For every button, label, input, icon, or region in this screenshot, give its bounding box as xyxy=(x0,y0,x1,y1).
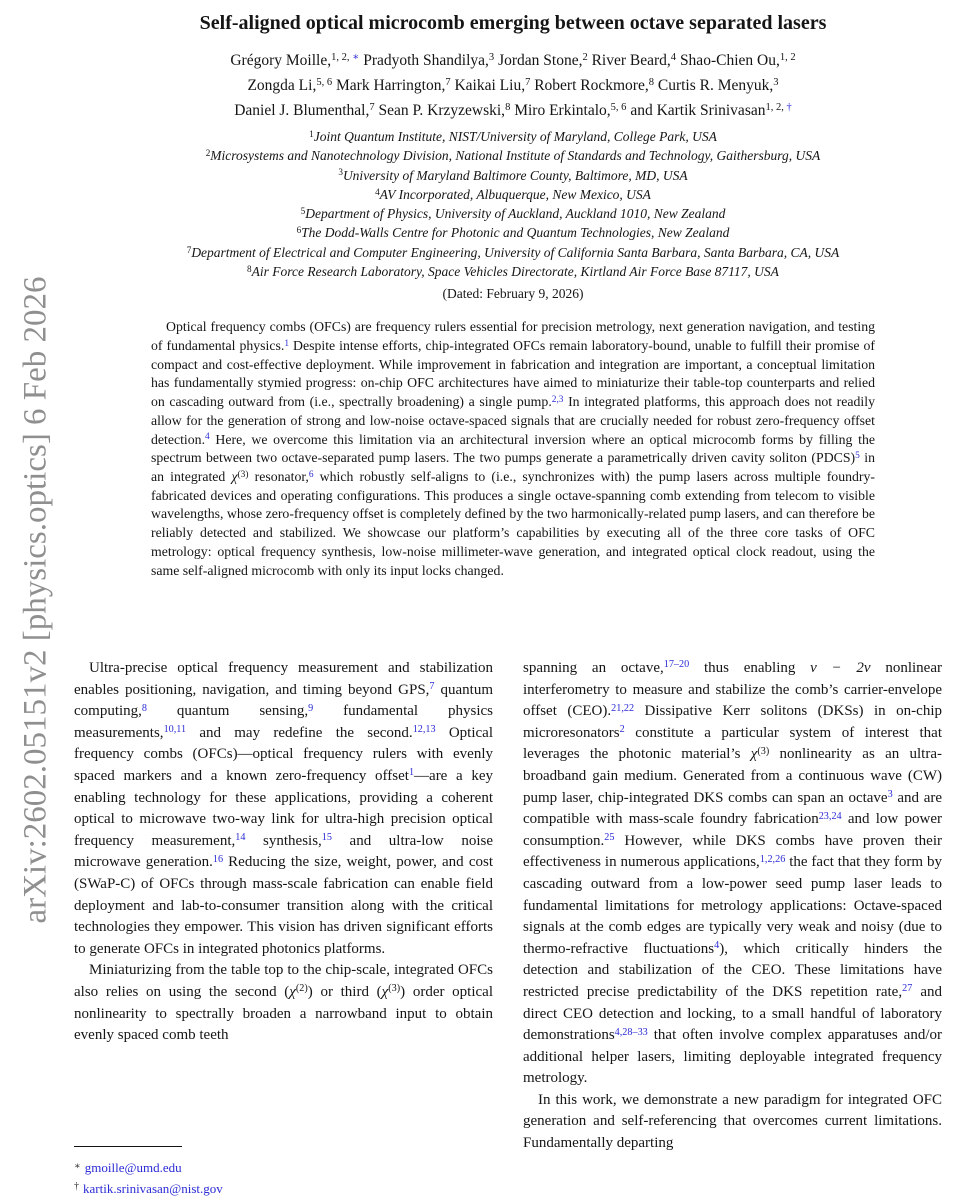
citation-link[interactable]: 16 xyxy=(212,853,224,865)
citation-link[interactable]: 6 xyxy=(308,469,314,480)
arxiv-watermark: arXiv:2602.05151v2 [physics.optics] 6 Feb 2026 xyxy=(17,276,54,924)
paper-page xyxy=(62,0,964,1196)
citation-link[interactable]: 23,24 xyxy=(818,810,842,822)
affiliation xyxy=(62,185,964,204)
superscript-label: 7 xyxy=(369,102,375,114)
superscript-label: 5, 6 xyxy=(316,77,333,89)
author-line: Daniel J. Blumenthal,$^7$ Sean P. Krzyzewski,$^8$ Miro Erkintalo,$^{5, 6}$ and Kartik Srinivasan$^{1, 2,}$ † xyxy=(234,102,792,119)
citation-link[interactable]: 15 xyxy=(321,832,332,844)
superscript-label: 7 xyxy=(445,77,451,89)
body-paragraph: Ultra-precise optical frequency measurement and stabilization enables positioning, navigation, and timing beyond GPS,$^7$ quantum computing,$^8$ quantum sensing,$^9$ fundamental physics measurements,$^{10,11}$ and may redefine the second.$^{12,13}$ Optical frequency combs (OFCs)—optical frequency rulers with evenly spaced markers and a known zero-frequency offset$^1$—are a key enabling technology for these applications, providing a coherent optical to microwave two-way link for ultra-high precision optical frequency measurement,$^{14}$ synthesis,$^{15}$ and ultra-low noise microwave generation.$^{16}$ Reducing the size, weight, power, and cost (SWaP-C) of OFCs through mass-scale fabrication can enable field deployment and lab-to-consumer transition along with the critical technologies they empower. This vision has driven significant efforts to generate OFCs in integrated photonics platforms. xyxy=(74,660,494,957)
citation-link[interactable]: 3 xyxy=(887,788,893,800)
footnote-area xyxy=(74,1146,493,1200)
superscript-label: 4 xyxy=(670,52,677,64)
body-paragraph: spanning an octave,$^{17-20}$ thus enabling ν − 2ν nonlinear interferometry to measure and stabilize the comb’s carrier-envelope offset (CEO).$^{21,22}$ Dissipative Kerr solitons (DKSs) in on-chip microresonators$^2$ constitute a particular system of interest that leverages the photonic material’s $\chi^{(3)}$ nonlinearity as an ultra-broadband gain medium. Generated from a continuous wave (CW) pump laser, chip-integrated DKS combs can span an octave$^3$ and are compatible with mass-scale foundry fabrication$^{23,24}$ and low power consumption.$^{25}$ However, while DKS combs have proven their effectiveness in numerous applications,$^{1,2,26}$ the fact that they form by cascading outward from a low-power seed pump laser leads to fundamental limitations for metrology applications: Octave-spaced signals at the comb edges are typically very weak and noisy (due to thermo-refractive fluctuations$^4$), which critically hinders the detection and stabilization of the CEO. These limitations have restricted precise predictability of the DKS repetition rate,$^{27}$ and direct CEO detection and locking, to a small handful of laboratory demonstrations$^{4,28-33}$ that often involve complex apparatuses and/or additional helper lasers, limiting deployable integrated frequency metrology. xyxy=(523,659,942,1087)
affiliation-text: The Dodd-Walls Centre for Photonic and Quantum Technologies, New Zealand xyxy=(301,225,730,241)
superscript-label: 1, 2, xyxy=(765,102,787,114)
affiliation xyxy=(62,204,964,223)
superscript-label: 1, 2 xyxy=(779,52,796,64)
author-block xyxy=(62,48,964,123)
citation-link[interactable]: 21,22 xyxy=(611,702,635,714)
citation-link[interactable]: 2 xyxy=(619,724,625,736)
superscript-label: 2 xyxy=(582,52,588,64)
citation-link[interactable]: 27 xyxy=(902,983,913,995)
citation-link[interactable]: 1,2,26 xyxy=(759,853,786,865)
affiliation xyxy=(62,262,964,281)
citation-link[interactable]: 14 xyxy=(235,832,246,844)
footnote-marker: † xyxy=(74,1181,79,1192)
citation-link[interactable]: 8 xyxy=(141,702,148,714)
superscript-label: 3 xyxy=(773,77,779,89)
footnote xyxy=(74,1159,493,1180)
affiliation-text: Department of Physics, University of Auckland, Auckland 1010, New Zealand xyxy=(305,206,726,222)
citation-link[interactable]: 12,13 xyxy=(412,724,436,736)
citation-link[interactable]: 1 xyxy=(284,338,289,349)
citation-link[interactable]: 1 xyxy=(408,767,415,779)
affiliation-number: 8 xyxy=(247,263,252,274)
math-italic: χ xyxy=(750,746,758,763)
author-line: Zongda Li,$^{5, 6}$ Mark Harrington,$^7$ Kaikai Liu,$^7$ Robert Rockmore,$^8$ Curtis R. Menyuk,$^3$ xyxy=(247,77,779,94)
superscript-label: 3 xyxy=(488,52,495,64)
affiliation-text: Joint Quantum Institute, NIST/University of Maryland, College Park, USA xyxy=(313,129,717,144)
affiliation-text: AV Incorporated, Albuquerque, New Mexico, USA xyxy=(379,186,651,202)
citation-link[interactable]: ∗ xyxy=(352,52,360,64)
superscript-label: 8 xyxy=(648,77,654,89)
affiliation xyxy=(62,243,964,262)
affiliation-number: 5 xyxy=(300,206,306,217)
citation-link[interactable]: † xyxy=(786,102,792,114)
math-italic: χ xyxy=(289,983,296,1000)
affiliation-number: 3 xyxy=(338,167,343,178)
citation-link[interactable]: 7 xyxy=(429,681,435,693)
abstract: Optical frequency combs (OFCs) are frequency rulers essential for precision metrology, next generation navigation, and testing of fundamental physics.$^1$ Despite intense efforts, chip-integrated OFCs remain laboratory-bound, unable to fulfill their promise of compact and cost-effective deployment. While improvement in fabrication and integration are important, a conceptual limitation has fundamentally stymied progress: on-chip OFC architectures have aimed to miniaturize their table-top counterparts and relied on cascading outward from (i.e., spectrally broadening) a single pump.$^{2,3}$ In integrated platforms, this approach does not readily allow for the generation of strong and low-noise octave-spaced signals that are crucially needed for robust zero-frequency offset detection.$^4$ Here, we overcome this limitation via an architectural inversion where an optical microcomb forms by filling the spectrum between two octave-separated pump lasers. The two pumps generate a parametrically driven cavity soliton (PDCS)$^5$ in an integrated $\chi^{(3)}$ resonator,$^6$ which robustly self-aligns to (i.e., synchronizes with) the pump lasers across multiple foundry-fabricated devices and operating configurations. This produces a single octave-spanning comb extending from telecom to visible wavelengths, whose zero-frequency offset is completely defined by the two harmonically-related pump lasers, and can therefore be reliably detected and stabilized. We showcase our platform’s capabilities by executing all of the three core tasks of OFC metrology: optical frequency synthesis, low-noise millimeter-wave generation, and integrated optical clock readout, using the same self-aligned microcomb with only its input locks changed. xyxy=(151,319,875,578)
affiliation-number: 6 xyxy=(296,225,302,236)
affiliation-number: 4 xyxy=(375,186,380,197)
two-column-body xyxy=(74,658,942,1200)
math-italic: χ xyxy=(231,469,238,484)
citation-link[interactable]: 25 xyxy=(604,832,615,844)
affiliation-number: 1 xyxy=(309,128,314,139)
affiliation-text: Air Force Research Laboratory, Space Vehicles Directorate, Kirtland Air Force Base 87117, USA xyxy=(251,264,779,280)
superscript-label: 5, 6 xyxy=(610,102,627,114)
math-italic: χ xyxy=(381,983,389,1000)
body-paragraph: Miniaturizing from the table top to the chip-scale, integrated OFCs also relies on using the second $(\chi^{(2)})$ or third $(\chi^{(3)})$ order optical nonlinearity to spectrally broaden a narrowband input to obtain evenly spaced comb teeth xyxy=(74,962,493,1044)
date-line: (Dated: February 9, 2026) xyxy=(442,286,584,302)
affiliation-number: 2 xyxy=(205,148,211,159)
superscript-label: 8 xyxy=(505,102,511,114)
affiliation-number: 7 xyxy=(186,244,192,255)
affiliation-text: Department of Electrical and Computer Engineering, University of California Santa Barbara, Santa Barbara, CA, USA xyxy=(191,244,840,260)
right-column xyxy=(523,658,942,1200)
superscript-label: (3) xyxy=(388,983,401,995)
citation-link[interactable]: 10,11 xyxy=(163,724,187,736)
affiliation-text: University of Maryland Baltimore County, Baltimore, MD, USA xyxy=(342,167,688,183)
affiliation-text: Microsystems and Nanotechnology Division, National Institute of Standards and Technology, Gaithersburg, USA xyxy=(210,148,821,164)
affiliation xyxy=(62,146,964,165)
affiliation xyxy=(62,127,964,146)
citation-link[interactable]: 17–20 xyxy=(663,659,690,671)
paper-title: Self-aligned optical microcomb emerging between octave separated lasers xyxy=(199,12,827,34)
superscript-label: (2) xyxy=(295,983,308,995)
footnote xyxy=(74,1180,493,1200)
left-column xyxy=(74,658,493,1200)
superscript-label: 1, 2, xyxy=(331,52,353,64)
body-paragraph: In this work, we demonstrate a new paradigm for integrated OFC generation and self-referencing that overcomes current limitations. Fundamentally departing xyxy=(523,1091,942,1152)
footnote-marker: ∗ xyxy=(74,1160,81,1172)
citation-link[interactable]: 2,3 xyxy=(551,394,564,405)
superscript-label: (3) xyxy=(757,745,770,757)
math-italic: ν − 2ν xyxy=(810,660,871,676)
email-link[interactable]: kartik.srinivasan@nist.gov xyxy=(83,1180,223,1196)
footnote-rule xyxy=(74,1146,182,1147)
affiliation xyxy=(62,223,964,242)
citation-link[interactable]: 9 xyxy=(308,702,314,714)
email-link[interactable]: gmoille@umd.edu xyxy=(84,1160,182,1175)
citation-link[interactable]: 5 xyxy=(855,451,860,462)
affiliation-block xyxy=(62,127,964,281)
citation-link[interactable]: 4,28–33 xyxy=(614,1026,648,1038)
citation-link[interactable]: 4 xyxy=(714,940,720,952)
citation-link[interactable]: 4 xyxy=(205,432,210,443)
affiliation xyxy=(62,166,964,185)
superscript-label: 7 xyxy=(525,77,531,89)
superscript-label: (3) xyxy=(237,469,249,480)
author-line: Grégory Moille,$^{1, 2,}$ ∗ Pradyoth Shandilya,$^3$ Jordan Stone,$^2$ River Beard,$^4$ Shao-Chien Ou,$^{1, 2}$ xyxy=(230,52,796,69)
